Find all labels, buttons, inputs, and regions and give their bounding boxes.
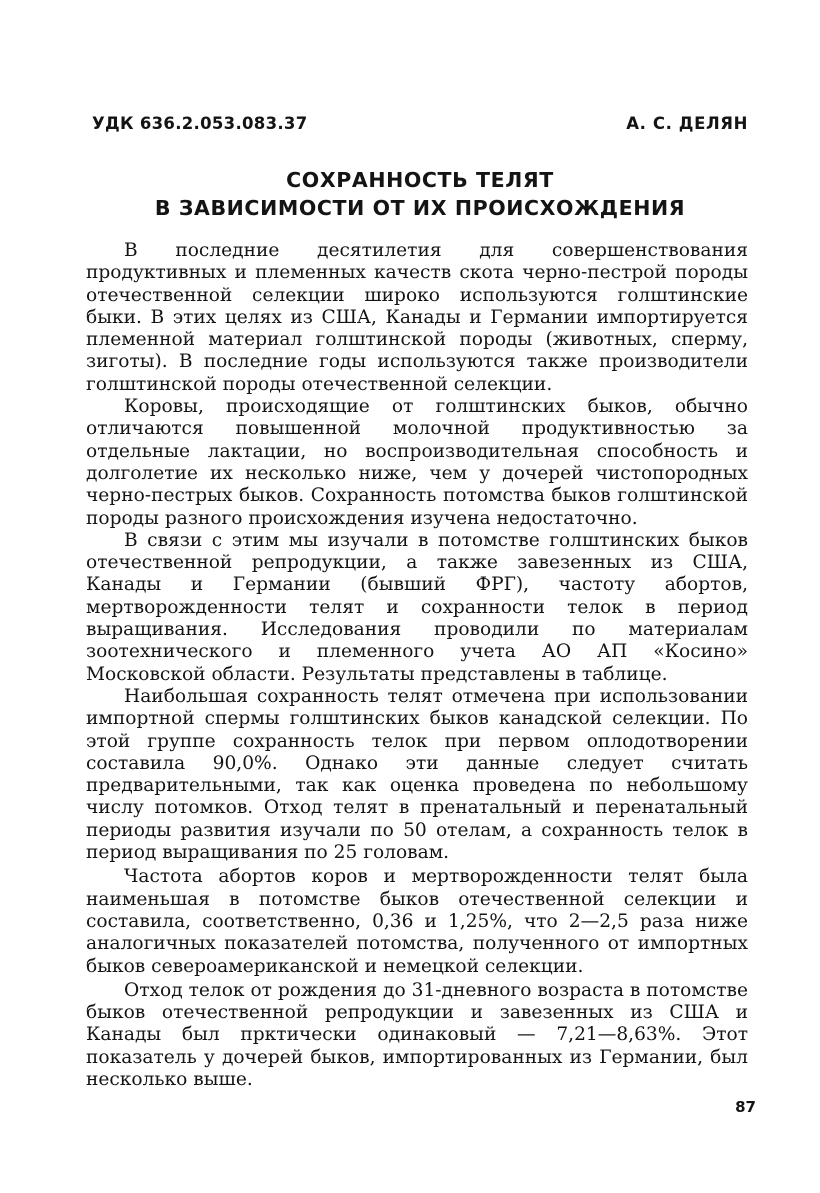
paragraph: Коровы, происходящие от голштинских быков, обычно отличаются повышенной молочной продуктивностью за отдельные лактации, но воспроизводительная способность и долголетие их несколько ниже, чем у дочерей чистопородных черно-пестрых быков. Сохранность потомства быков голштинской породы разного происхождения изучена недостаточно.	[86, 396, 748, 529]
title-line-2: В ЗАВИСИМОСТИ ОТ ИХ ПРОИСХОЖДЕНИЯ	[154, 196, 686, 220]
article-title	[80, 166, 760, 222]
paragraph: В последние десятилетия для совершенствования продуктивных и племенных качеств скота черно-пестрой породы отечественной селекции широко используются голштинские быки. В этих целях из США, Канады и Германии импортируется племенной материал голштинской породы (животных, сперму, зиготы). В последние годы используются также производители голштинской породы отечественной селекции.	[86, 240, 748, 395]
page-number: 87	[735, 1098, 756, 1116]
article-body	[86, 240, 748, 1091]
paragraph: Частота абортов коров и мертворожденности телят была наименьшая в потомстве быков отечественной селекции и составила, соответственно, 0,36 и 1,25%, что 2—2,5 раза ниже аналогичных показателей потомства, полученного от импортных быков североамериканской и немецкой селекции.	[86, 866, 748, 977]
paragraph: В связи с этим мы изучали в потомстве голштинских быков отечественной репродукции, а также завезенных из США, Канады и Германии (бывший ФРГ), частоту абортов, мертворожденности телят и сохранности телок в период выращивания. Исследования проводили по материалам зоотехнического и племенного учета АО АП «Косино» Московской области. Результаты представлены в таблице.	[86, 529, 748, 685]
paragraph: Отход телок от рождения до 31-дневного возраста в потомстве быков отечественной репродукции и завезенных из США и Канады был прктически одинаковый — 7,21—8,63%. Этот показатель у дочерей быков, импортированных из Германии, был несколько выше.	[86, 979, 748, 1090]
article-header	[92, 114, 748, 133]
udc-code: УДК 636.2.053.083.37	[92, 114, 308, 133]
author-name: А. С. ДЕЛЯН	[626, 114, 748, 133]
title-line-1: СОХРАННОСТЬ ТЕЛЯТ	[286, 168, 554, 192]
paragraph: Наибольшая сохранность телят отмечена при использовании импортной спермы голштинских быков канадской селекции. По этой группе сохранность телок при первом оплодотворении составила 90,0%. Однако эти данные следует считать предварительными, так как оценка проведена по небольшому числу потомков. Отход телят в пренатальный и перенатальный периоды развития изучали по 50 отелам, а сохранность телок в период выращивания по 25 головам.	[86, 685, 748, 864]
